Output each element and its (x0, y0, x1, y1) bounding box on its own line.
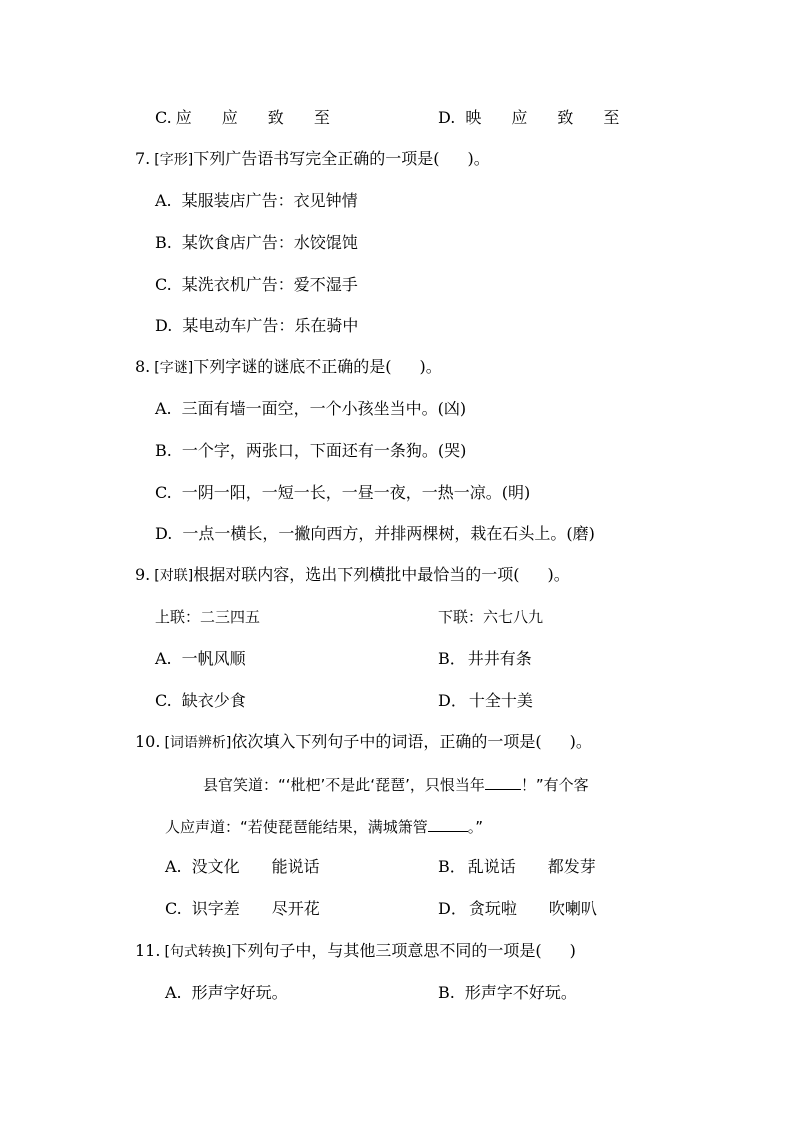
option-text: 某服装店广告：衣见钟情 (181, 191, 358, 210)
question-tag: [字谜] (154, 360, 194, 376)
option-text: 一点一横长，一撇向西方，并排两棵树，栽在石头上。(磨) (182, 524, 595, 543)
question-text: 根据对联内容，选出下列横批中最恰当的一项( (193, 565, 520, 584)
question-text: 下列句子中，与其他三项意思不同的一项是( (231, 941, 542, 960)
question-8-option-a (155, 398, 466, 420)
option-word: 没文化 (191, 857, 240, 876)
option-label: C. (155, 691, 172, 710)
question-8-option-b (155, 440, 466, 462)
option-word: 识字差 (191, 899, 240, 918)
question-10-option-d (438, 898, 597, 920)
passage-line-1 (203, 773, 589, 796)
option-text: 一个字，两张口，下面还有一条狗。(哭) (181, 441, 467, 460)
question-close: )。 (467, 149, 490, 168)
question-10-option-c (165, 898, 320, 920)
option-text: 三面有墙一面空，一个小孩坐当中。(凶) (181, 399, 467, 418)
option-label: D. (155, 524, 173, 543)
option-label: A. (165, 983, 182, 1002)
option-word: 至 (603, 108, 620, 127)
option-word: 致 (557, 108, 574, 127)
option-text: 某饮食店广告：水饺馄饨 (181, 233, 358, 252)
question-9-option-d (438, 690, 533, 712)
option-text: 缺衣少食 (181, 691, 246, 710)
question-8-stem (135, 356, 442, 379)
question-tag: [字形] (154, 152, 194, 168)
question-close: )。 (569, 732, 592, 751)
passage-text: 。” (467, 818, 484, 836)
option-d-prev (438, 107, 619, 129)
option-word: 应 (511, 108, 528, 127)
option-label: B. (155, 233, 172, 252)
question-close: )。 (419, 357, 442, 376)
question-11-option-a (165, 982, 288, 1004)
question-number: 7. (135, 149, 151, 168)
question-7-option-c (155, 274, 358, 296)
option-word: 乱说话 (467, 857, 516, 876)
option-text: 井井有条 (467, 649, 532, 668)
option-text: 十全十美 (468, 691, 533, 710)
option-text: 某电动车广告：乐在骑中 (182, 316, 359, 335)
option-label: D． (438, 691, 467, 710)
fill-blank-1 (485, 773, 521, 790)
option-text: 某洗衣机广告：爱不湿手 (181, 275, 358, 294)
couplet-upper: 上联：二三四五 (155, 608, 261, 626)
option-label: D. (155, 316, 173, 335)
question-9-option-a (155, 648, 246, 670)
option-label: D. (438, 108, 456, 127)
couplet-lower: 下联：六七八九 (438, 608, 544, 626)
option-label: B． (438, 857, 466, 876)
option-label: C. (155, 483, 172, 502)
option-label: A. (155, 649, 172, 668)
option-word: 应 (175, 108, 192, 127)
question-9-option-c (155, 690, 246, 712)
question-number: 9. (135, 565, 151, 584)
option-text: 形声字好玩。 (191, 983, 288, 1002)
question-8-option-c (155, 482, 530, 504)
question-close: ) (569, 941, 576, 960)
option-text: 形声字不好玩。 (464, 983, 577, 1002)
question-text: 下列字谜的谜底不正确的是( (193, 357, 392, 376)
option-c-prev (155, 107, 330, 129)
option-label: B. (155, 441, 172, 460)
option-word: 贪玩啦 (468, 899, 517, 918)
question-10-stem (135, 731, 592, 754)
question-11-stem (135, 940, 576, 963)
option-label: C. (155, 275, 172, 294)
question-text: 下列广告语书写完全正确的一项是( (193, 149, 440, 168)
question-tag: [对联] (154, 568, 194, 584)
option-label: A. (165, 857, 182, 876)
question-text: 依次填入下列句子中的词语，正确的一项是( (231, 732, 542, 751)
question-7-stem (135, 148, 490, 171)
question-number: 11. (135, 941, 161, 960)
option-label: B． (438, 649, 466, 668)
option-label: A. (155, 191, 172, 210)
question-10-option-b (438, 856, 596, 878)
passage-text: 县官笑道：“‘枇杷’不是此‘琵琶’，只恨当年 (203, 776, 485, 794)
question-11-option-b (438, 982, 577, 1004)
passage-text: ！”有个客 (520, 776, 589, 794)
option-text: 一阴一阳，一短一长，一昼一夜，一热一凉。(明) (181, 483, 531, 502)
option-label: D． (438, 899, 467, 918)
question-8-option-d (155, 523, 595, 545)
question-tag: [词语辨析] (164, 735, 232, 751)
question-10-option-a (165, 856, 320, 878)
fill-blank-2 (428, 815, 468, 832)
option-word: 映 (465, 108, 482, 127)
question-9-option-b (438, 648, 532, 670)
option-word: 能说话 (271, 857, 320, 876)
option-word: 致 (267, 108, 284, 127)
question-number: 8. (135, 357, 151, 376)
question-7-option-a (155, 190, 358, 212)
option-text: 一帆风顺 (181, 649, 246, 668)
option-word: 吹喇叭 (548, 899, 597, 918)
question-7-option-d (155, 315, 358, 337)
option-word: 都发芽 (547, 857, 596, 876)
passage-text: 人应声道：“若使琵琶能结果，满城箫管 (165, 818, 428, 836)
passage-line-2 (165, 815, 483, 838)
option-label: C. (165, 899, 182, 918)
option-word: 至 (313, 108, 330, 127)
question-tag: [句式转换] (164, 944, 232, 960)
option-label: B. (438, 983, 455, 1002)
option-label: A. (155, 399, 172, 418)
question-9-stem (135, 564, 570, 587)
option-word: 应 (221, 108, 238, 127)
question-number: 10. (135, 732, 161, 751)
question-close: )。 (547, 565, 570, 584)
option-label: C. (155, 108, 172, 127)
option-word: 尽开花 (271, 899, 320, 918)
question-7-option-b (155, 232, 358, 254)
